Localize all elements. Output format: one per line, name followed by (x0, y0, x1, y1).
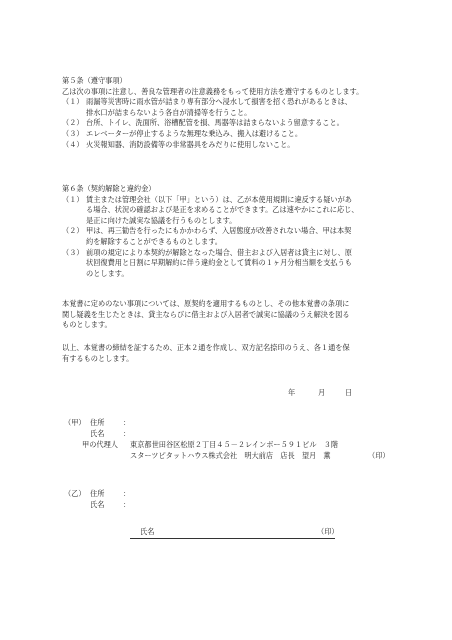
party-a-agent-address: 東京都世田谷区松原２丁目４５－２レインボー５９１ビル ３階 (130, 440, 339, 449)
article-5-item (62, 129, 402, 140)
paragraph-line: ものとします。 (62, 320, 112, 330)
item-text (86, 248, 402, 280)
item-number: （４） (62, 139, 84, 149)
paragraph-line: 本覚書に定めのない事項については、原契約を適用するものとし、その他本覚書の条項に (62, 299, 350, 308)
signature-underline (130, 538, 335, 539)
item-text: エレベーターが停止するような無理な乗込み、搬入は避けること。 (86, 128, 303, 138)
paragraph-supplementary (62, 299, 402, 331)
party-a-address-colon: ： (123, 418, 131, 427)
article-5-intro: 乙は次の事項に注意し、善良な管理者の注意義務をもって使用方法を遵守するものとします。 (62, 86, 364, 96)
article-5-heading: 第５条（遵守事項） (62, 76, 127, 85)
party-b-name-label: 氏名 (90, 500, 105, 509)
paragraph-line: 有するものとします。 (62, 353, 134, 363)
item-text (86, 195, 402, 227)
item-number: （３） (62, 247, 84, 257)
item-line: る場合、状況の確認および是正を求めることができます。乙は速やかにこれに応じ、 (86, 205, 359, 215)
party-b-address-colon: ： (123, 489, 131, 498)
party-b-label: （乙） (64, 489, 86, 498)
paragraph-line: 以上、本覚書の締結を証するため、正本２通を作成し、双方記名捺印のうえ、各１通を保 (62, 343, 350, 352)
article-5-item (62, 97, 402, 108)
occupant-seal: （印） (317, 527, 339, 536)
item-text: 火災報知器、消防設備等の非常器具をみだりに使用しないこと。 (86, 139, 295, 149)
item-number: （２） (62, 118, 84, 128)
party-a-name-label: 氏名 (90, 429, 105, 438)
item-line: 甲は、再三勧告を行ったにもかかわらず、入居態度が改善されない場合、甲は本契 (86, 226, 352, 236)
article-5-item (62, 118, 402, 129)
party-b-address-label: 住所 (90, 489, 105, 498)
party-a-address-label: 住所 (90, 418, 105, 427)
article-6-item (62, 248, 402, 280)
paragraph-line: 関し疑義を生じたときは、貸主ならびに借主および入居者で誠実に協議のうえ解決を図る (62, 309, 350, 319)
article-6-item (62, 226, 402, 247)
item-line: 賃主または管理会社（以下「甲」という）は、乙が本使用規則に違反する疑いがあ (86, 194, 352, 204)
occupant-name-label: 氏名 (140, 527, 155, 536)
article-5 (62, 76, 402, 150)
item-number: （１） (62, 194, 84, 204)
item-number: （１） (62, 97, 84, 107)
item-text: 台所、トイレ、洗面所、浴槽配管を損、馬器等は詰まらないよう留意すること。 (86, 118, 344, 128)
date-day: 日 (345, 388, 353, 397)
item-number: （３） (62, 128, 84, 138)
party-a-agent-label: 甲の代理人 (82, 440, 118, 449)
date-month: 月 (318, 388, 326, 397)
party-a-name-colon: ： (123, 429, 131, 438)
item-line: 前項の規定により本契約が解除となった場合、借主および入居者は貸主に対し、原 (86, 247, 352, 257)
article-6-item (62, 195, 402, 227)
article-5-item (62, 140, 402, 151)
date-year: 年 (288, 388, 296, 397)
item-line: 状回復費用と日割に早期解約に伴う違約金として賃料の１ヶ月分相当額を支払うも (86, 258, 352, 268)
item-line: 約を解除することができるものとします。 (86, 236, 222, 246)
paragraph-conclusion (62, 343, 402, 364)
party-b-name-colon: ： (123, 500, 131, 509)
party-a-seal: （印） (368, 451, 390, 460)
item-text (86, 226, 402, 247)
item-line: のとします。 (86, 268, 129, 278)
item-number: （２） (62, 226, 84, 236)
party-a-label: （甲） (64, 418, 86, 427)
item-continuation: 排水口が詰まらないよう各自が清掃等を行うこと。 (86, 107, 252, 117)
article-6 (62, 184, 402, 279)
item-line: 是正に向けた誠実な協議を行うものとします。 (86, 215, 237, 225)
party-a-agent-company: スターツピタットハウス株式会社 明大前店 店長 望月 薫 (130, 451, 331, 460)
article-6-heading: 第６条（契約解除と違約金） (62, 184, 156, 193)
item-text: 雨漏等災害時に雨水管が詰まり専有部分へ浸水して損害を招く恐れがあるときは、 (86, 97, 352, 107)
